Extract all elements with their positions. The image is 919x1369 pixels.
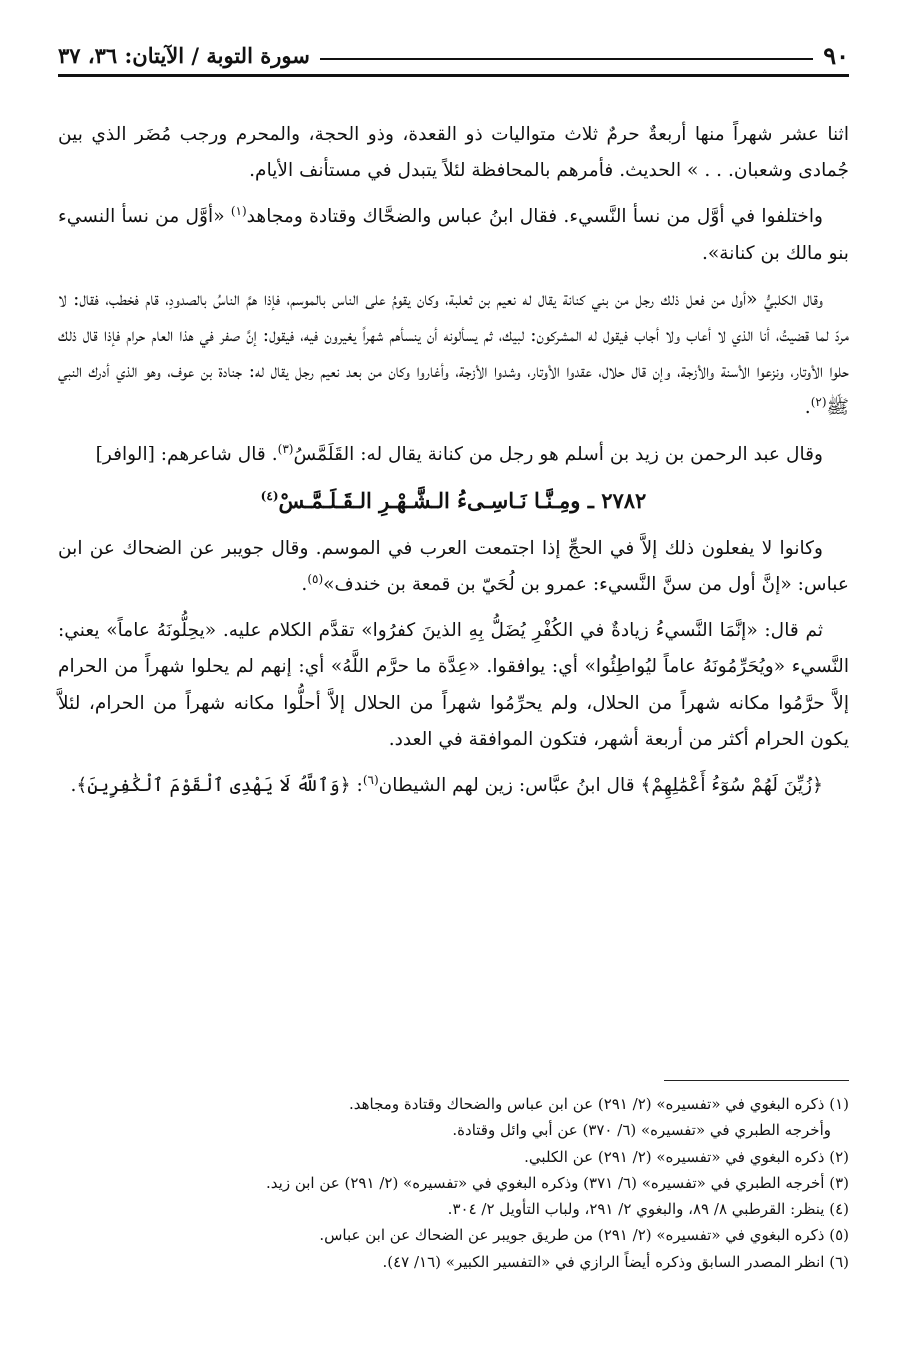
main-text: [58, 117, 849, 804]
header-title: سورة التوبة / الآيتان: ٣٦، ٣٧: [58, 42, 310, 68]
paragraph-2-text: واختلفوا في أوَّل من نسأ النَّسيء. فقال ابنُ عباس والضحَّاك وقتادة ومجاهد: [246, 206, 823, 228]
paragraph-5-end: .: [301, 574, 308, 596]
paragraph-3-end: .: [804, 397, 811, 419]
footnote-1: (١) ذكره البغوي في «تفسيره» (٢/ ٢٩١) عن ابن عباس والضحاك وقتادة ومجاهد.: [349, 1095, 849, 1113]
header-divider: [58, 74, 849, 77]
paragraph-5: [58, 531, 849, 603]
footnote-ref-2: (٢): [810, 395, 827, 410]
footnote-3: (٣) أخرجه الطبري في «تفسيره» (٦/ ٣٧١) وذكره البغوي في «تفسيره» (٢/ ٢٩١) عن ابن زيد.: [266, 1173, 849, 1192]
paragraph-1: اثنا عشر شهراً منها أربعةٌ حرمٌ ثلاث متواليات ذو القعدة، وذو الحجة، والمحرم ورجب مُضَر الذي بين جُمادى وشعبان. . . » الحديث. فأمرهم بالمحافظة لئلاً يتبدل في مستأنف الأيام.: [58, 124, 849, 182]
verse-title: [58, 483, 849, 519]
header-rule: [320, 58, 813, 60]
paragraph-2-tail: «أوَّل من نسأ النسيء بنو مالك بن كنانة».: [58, 206, 849, 264]
page: [58, 38, 849, 814]
paragraph-3-text: وقال الكلبيُّ «أول من فعل ذلك رجل من بني كنانة يقال له نعيم بن ثعلبة، وكان يقومُ على الناس بالموسم، فإذا همَّ الناسُ بالصدودِ، قام فخطب، فقال: لا مردّ لما قضيتُ، أنا الذي لا أعاب ولا أجاب فيقول له المشركون: لبيك، ثم يسألونه أن ينسأهم شهراً يغيرون فيه، فيقول: إنَّ صفر في هذا العام حرام فإذا قال ذلك حلوا الأوتار، ونزعوا الأسنة والأزجة، وإن قال حلال، عقدوا الأوتار، وشدوا الأزجة، وأغاروا وكان من بعد نعيم رجل يقال له: جنادة بن عوف، وهو الذي أدرك النبي ﷺ: [58, 288, 849, 419]
paragraph-7-text: ﴿زُيِّنَ لَهُمْ سُوٓءُ أَعْمَٰلِهِمْ﴾ قال ابنُ عبَّاس: زين لهم الشيطان: [378, 775, 823, 797]
footnote-4: (٤) ينظر: القرطبي ٨/ ٨٩، والبغوي ٢/ ٢٩١، ولباب التأويل ٢/ ٣٠٤.: [447, 1200, 849, 1219]
footnote-6: (٦) انظر المصدر السابق وذكره أيضاً الرازي في «التفسير الكبير» (١٦/ ٤٧).: [382, 1252, 849, 1271]
footnote-1-continued: وأخرجه الطبري في «تفسيره» (٦/ ٣٧٠) عن أبي وائل وقتادة.: [452, 1121, 831, 1140]
paragraph-4: [58, 437, 849, 473]
paragraph-7: [58, 768, 849, 804]
footnote-separator: [664, 1080, 849, 1081]
paragraph-7-tail: : ﴿وَٱللَّهُ لَا يَهْدِى ٱلْقَوْمَ ٱلْكَٰفِرِينَ﴾.: [70, 775, 363, 797]
paragraph-3: [58, 282, 849, 427]
paragraph-2: [58, 199, 849, 271]
footnote-ref-6: (٦): [362, 772, 379, 787]
paragraph-5-text: وكانوا لا يفعلون ذلك إلاَّ في الحجِّ إذا اجتمعت العرب في الموسم. وقال جويبر عن الضحاك عن ابن عباس: «إنَّ أول من سنَّ النَّسيء: عمرو بن لُحَيّ بن قمعة بن خندف»: [58, 537, 849, 596]
paragraph-4-text: وقال عبد الرحمن بن زيد بن أسلم هو رجل من كنانة يقال له: القَلَمَّسُ: [293, 443, 823, 465]
footnote-ref-4: (٤): [260, 488, 279, 503]
footnote-ref-1: (١): [230, 204, 247, 219]
footnotes: [58, 1080, 849, 1275]
footnote-ref-5: (٥): [307, 571, 324, 586]
running-header: [58, 38, 849, 72]
verse-text: ٢٧٨٢ ـ ومِـنَّـا نَـاسِـىءُ الـشَّـهْـرِ الـقَـلَـمَّـسْ: [278, 487, 647, 513]
footnote-ref-3: (٣): [277, 441, 294, 456]
page-number: ٩٠: [823, 40, 849, 70]
paragraph-6: ثم قال: «إنَّمَا النَّسيءُ زيادةٌ في الكُفْرِ يُضَلُّ بِهِ الذينَ كفرُوا» تقدَّم الكلام عليه. «يحِلُّونَهُ عاماً» يعني: النَّسيء «ويُحَرِّمُونَهُ عاماً ليُواطِئُوا» أي: يوافقوا. «عِدَّة ما حرَّم اللَّهُ» أي: إنهم لم يحلوا شهراً من الحرام إلاَّ حرَّمُوا مكانه شهراً من الحلال، ولم يحرِّمُوا شهراً من الحلال إلاَّ أحلُّوا مكانه شهراً من الحرام، لئلاَّ يكون الحرام أكثر من أربعة أشهر، فتكون الموافقة في العدد.: [58, 620, 849, 750]
footnote-5: (٥) ذكره البغوي في «تفسيره» (٢/ ٢٩١) من طريق جويبر عن الضحاك عن ابن عباس.: [319, 1226, 849, 1245]
footnote-2: (٢) ذكره البغوي في «تفسيره» (٢/ ٢٩١) عن الكلبي.: [524, 1147, 849, 1166]
paragraph-4-tail: . قال شاعرهم: [الوافر]: [95, 443, 278, 465]
